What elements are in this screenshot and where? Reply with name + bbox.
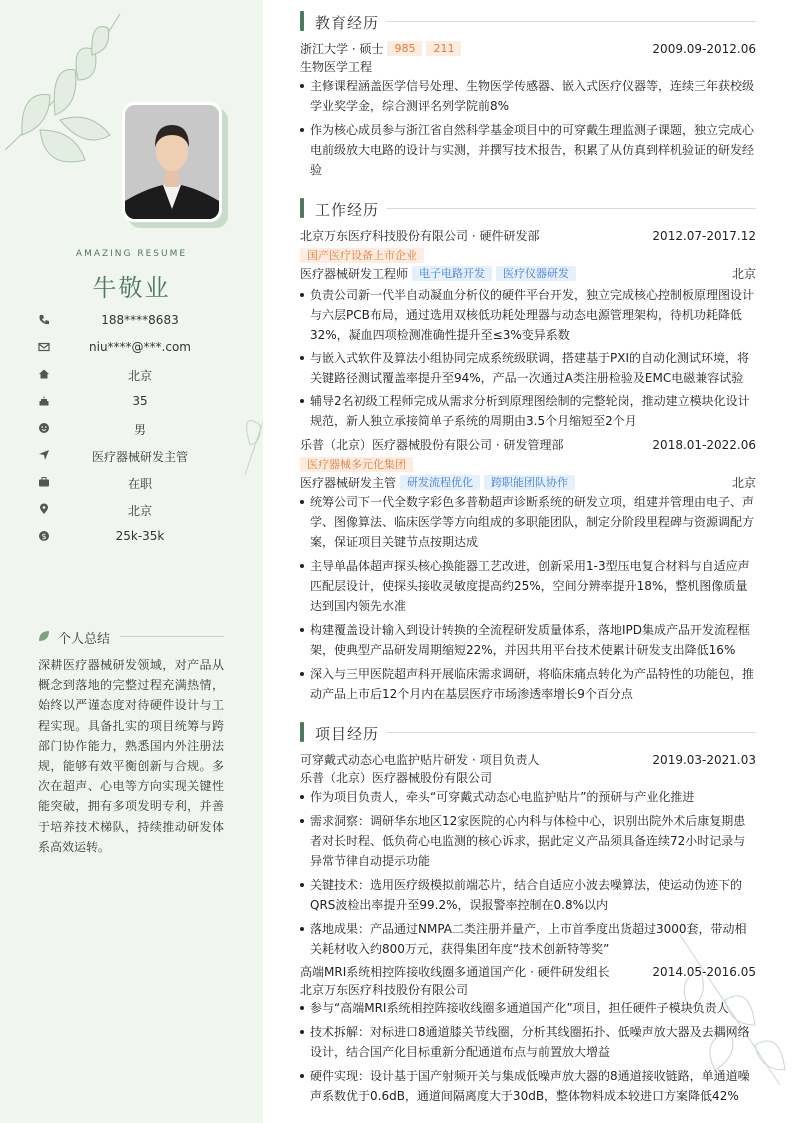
section-education <box>300 11 756 31</box>
info-text: 188****8683 <box>101 313 179 327</box>
school-degree: 浙江大学 · 硕士 <box>300 42 384 56</box>
summary-text: 深耕医疗器械研发领域，对产品从概念到落地的完整过程充满热情，始终以严谨态度对待硬件设计与工程实现。具备扎实的项目统筹与跨部门协作能力，熟悉国内外注册法规，能够有效平衡创新与合规。多次在超声、心电等方向实现关键性能突破，拥有多项发明专利，并善于培养技术梯队，持续推动研发体系高效运转。 <box>38 658 224 854</box>
row-right-text: 2018.01-2022.06 <box>652 438 756 452</box>
info-text: 北京 <box>127 504 152 518</box>
project-org-row <box>300 769 756 787</box>
tag: 研发流程优化 <box>400 475 480 490</box>
section-accent-bar <box>300 11 304 31</box>
tag: 医疗仪器研发 <box>496 266 576 281</box>
resume-subtitle: AMAZING RESUME <box>75 249 188 259</box>
svg-text:$: $ <box>41 532 47 541</box>
row-right-text: 2019.03-2021.03 <box>652 753 756 767</box>
briefcase-icon <box>38 476 50 488</box>
project-org: 北京万东医疗科技股份有限公司 <box>300 983 469 997</box>
education-header <box>300 40 756 58</box>
profile-photo <box>122 102 222 222</box>
cake-icon <box>38 395 50 407</box>
bullet-item: 作为项目负责人，牵头“可穿戴式动态心电监护贴片”的预研与产业化推进 <box>300 787 756 807</box>
home-icon <box>38 368 50 380</box>
bullet-item: 技术拆解：对标进口8通道膝关节线圈，分析其线圈拓扑、低噪声放大器及去耦网络设计，结合国产化目标重新分配通道布点与前置放大增益 <box>300 1022 756 1062</box>
info-row <box>0 312 263 330</box>
row-right-text: 2009.09-2012.06 <box>652 42 756 56</box>
send-icon <box>38 449 50 461</box>
section-title: 教育经历 <box>315 14 380 32</box>
bullet-item: 构建覆盖设计输入到设计转换的全流程研发质量体系，落地IPD集成产品开发流程框架，使典型产品研发周期缩短22%，并因共用平台技术使累计研发支出降低16% <box>300 620 756 660</box>
info-text: 25k-35k <box>115 529 165 543</box>
job-company-tag <box>300 456 756 474</box>
info-row <box>0 528 263 546</box>
project-header <box>300 751 756 769</box>
section-title: 项目经历 <box>315 725 380 743</box>
bullet-item: 辅导2名初级工程师完成从需求分析到原理图绘制的完整轮岗，推动建立模块化设计规范，新人独立承接简单子系统的周期由3.5个月缩短至2个月 <box>300 391 756 431</box>
info-row <box>0 366 263 384</box>
info-row <box>0 447 263 465</box>
bullet-item: 统筹公司下一代全数字彩色多普勒超声诊断系统的研发立项，组建并管理由电子、声学、图像算法、临床医学等方向组成的多职能团队，制定分阶段里程碑与资源调配方案，保证项目关键节点按期达成 <box>300 492 756 553</box>
job-position <box>300 265 756 283</box>
row-right-text: 2012.07-2017.12 <box>652 229 756 243</box>
company-tag: 国产医疗设备上市企业 <box>300 248 424 263</box>
mail-icon <box>38 341 50 353</box>
company: 乐普（北京）医疗器械股份有限公司 · 研发管理部 <box>300 438 564 452</box>
job-header <box>300 436 756 454</box>
salary-icon <box>38 530 50 542</box>
job-position <box>300 474 756 492</box>
job-header <box>300 227 756 245</box>
section-title: 工作经历 <box>315 201 380 219</box>
bullet-item: 负责公司新一代半自动凝血分析仪的硬件平台开发，独立完成核心控制板原理图设计与六层PCB布局，通过选用双核低功耗处理器与动态电源管理架构，待机功耗降低32%，凝血四项检测准确性提升至≤3%变异系数 <box>300 285 756 346</box>
avatar <box>125 105 219 219</box>
tag: 跨职能团队协作 <box>484 475 575 490</box>
bullet-item: 深入与三甲医院超声科开展临床需求调研，将临床痛点转化为产品特性的功能包，推动产品上市后12个月内在基层医疗市场渗透率增长9个百分点 <box>300 664 756 704</box>
summary-title: 个人总结 <box>58 632 111 647</box>
phone-icon <box>38 314 50 326</box>
education-major <box>300 58 756 76</box>
info-row <box>0 420 263 438</box>
row-right-text: 北京 <box>731 267 756 281</box>
info-text: 北京 <box>127 369 152 383</box>
major: 生物医学工程 <box>300 60 373 74</box>
section-accent-bar <box>300 198 304 218</box>
divider <box>386 21 756 22</box>
sidebar <box>0 0 263 1123</box>
position: 医疗器械研发工程师 <box>300 267 409 281</box>
row-right-text: 2014.05-2016.05 <box>652 965 756 979</box>
info-row <box>0 339 263 357</box>
tag: 电子电路开发 <box>412 266 492 281</box>
section-projects <box>300 722 756 742</box>
info-text: niu****@***.com <box>89 340 191 354</box>
info-row <box>0 501 263 519</box>
project-org-row <box>300 981 756 999</box>
divider <box>386 732 756 733</box>
bullet-item: 与嵌入式软件及算法小组协同完成系统级联调，搭建基于PXI的自动化测试环境，将关键路径测试覆盖率提升至94%，产品一次通过A类注册检验及EMC电磁兼容试验 <box>300 348 756 388</box>
bullet-item: 落地成果：产品通过NMPA二类注册并量产，上市首季度出货超过3000套，带动相关耗材收入约800万元，获得集团年度“技术创新特等奖” <box>300 919 756 959</box>
bullet-item: 硬件实现：设计基于国产射频开关与集成低噪声放大器的8通道接收链路，单通道噪声系数优于0.6dB，通道间隔离度大于30dB，整体物料成本较进口方案降低42% <box>300 1066 756 1106</box>
section-work <box>300 198 756 218</box>
info-row <box>0 393 263 411</box>
section-accent-bar <box>300 722 304 742</box>
leaf-icon <box>38 630 50 642</box>
bullet-item: 关键技术：选用医疗级模拟前端芯片，结合自适应小波去噪算法，使运动伪迹下的QRS波检出率提升至99.2%，误报警率控制在0.8%以内 <box>300 875 756 915</box>
candidate-name: 牛敬业 <box>92 274 171 302</box>
tag: 211 <box>426 41 461 56</box>
company: 北京万东医疗科技股份有限公司 · 硬件研发部 <box>300 229 540 243</box>
summary-heading <box>38 627 224 647</box>
gender-icon <box>38 422 50 434</box>
project-name: 可穿戴式动态心电监护贴片研发 · 项目负责人 <box>300 753 540 767</box>
info-text: 35 <box>132 394 148 408</box>
company-tag: 医疗器械多元化集团 <box>300 457 413 472</box>
job-company-tag <box>300 247 756 265</box>
divider <box>120 636 224 637</box>
location-pin-icon <box>38 503 50 515</box>
project-name: 高端MRI系统相控阵接收线圈多通道国产化 · 硬件研发组长 <box>300 965 610 979</box>
info-text: 男 <box>133 423 146 437</box>
project-org: 乐普（北京）医疗器械股份有限公司 <box>300 771 493 785</box>
position: 医疗器械研发主管 <box>300 476 397 490</box>
info-text: 医疗器械研发主管 <box>91 450 188 464</box>
bullet-item: 主导单晶体超声探头核心换能器工艺改进，创新采用1-3型压电复合材料与自适应声匹配层设计，使探头接收灵敏度提高约25%，空间分辨率提升18%，整机图像质量达到国内领先水准 <box>300 556 756 617</box>
info-text: 在职 <box>127 477 152 491</box>
bullet-item: 参与“高端MRI系统相控阵接收线圈多通道国产化”项目，担任硬件子模块负责人 <box>300 998 756 1018</box>
leaf-decoration-top <box>0 10 130 170</box>
bullet-item: 作为核心成员参与浙江省自然科学基金项目中的可穿戴生理监测子课题，独立完成心电前级放大电路的设计与实测，并撰写技术报告，积累了从仿真到样机验证的研发经验 <box>300 120 756 181</box>
bullet-item: 主修课程涵盖医学信号处理、生物医学传感器、嵌入式医疗仪器等，连续三年获校级学业奖学金，综合测评名列学院前8% <box>300 76 756 116</box>
info-row <box>0 474 263 492</box>
divider <box>386 208 756 209</box>
bullet-item: 需求洞察：调研华东地区12家医院的心内科与体检中心，识别出院外术后康复期患者对长时程、低负荷心电监测的核心诉求，据此定义产品须具备连续72小时记录与异常节律自动提示功能 <box>300 811 756 872</box>
row-right-text: 北京 <box>731 476 756 490</box>
project-header <box>300 963 756 981</box>
tag: 985 <box>387 41 422 56</box>
